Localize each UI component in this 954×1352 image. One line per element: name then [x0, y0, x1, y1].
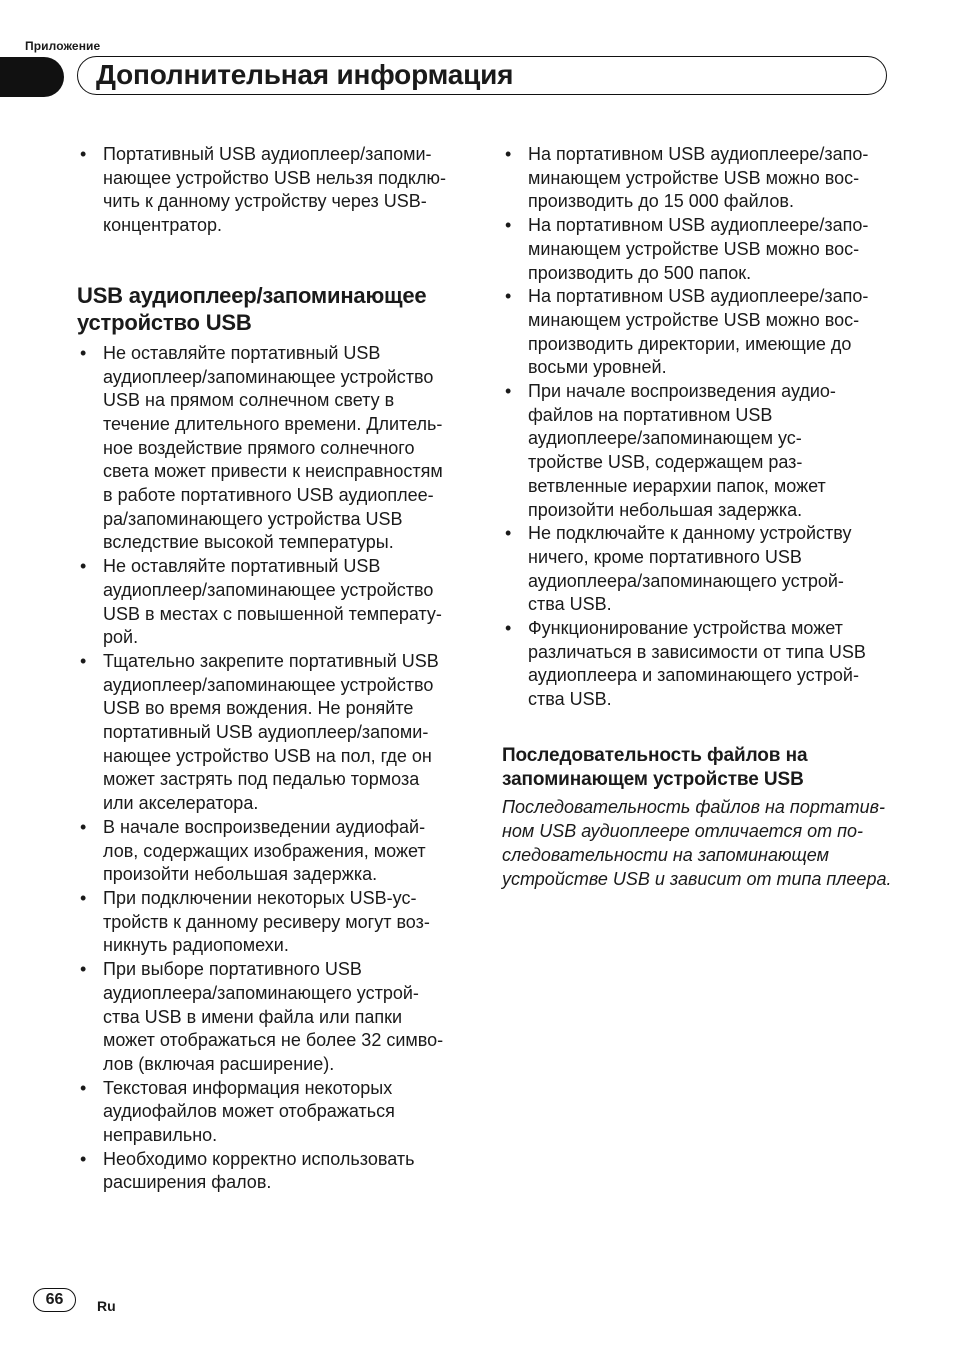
list-item: • При начале воспроизведения аудио- файлов на портативном USB аудиоплеере/запоминающем ус- тройстве USB, содержащем раз- ветвленные иерархии папок, может произойти небольшая задержка. — [505, 381, 836, 520]
list-item: • Не оставляйте портативный USB аудиоплеер/запоминающее устройство USB на прямом солнечном свету в течение длительного времени. Длитель- ное воздействие прямого солнечного света может привести к неисправностям в работе портативного USB аудиоплее- ра/запоминающего устройства USB вследствие высокой температуры. — [80, 342, 443, 553]
left-column — [77, 143, 469, 1195]
list-item: • В начале воспроизведении аудиофай- лов, содержащих изображения, может произойти небольшая задержка. — [80, 816, 426, 885]
usb-device-list — [77, 342, 469, 1195]
list-item: • Тщательно закрепите портативный USB аудиоплеер/запоминающее устройство USB во время вождения. Не роняйте портативный USB аудиоплеер/запоми- нающее устройство USB на пол, где он может застрять под педалью тормоза или акселератора. — [80, 650, 439, 814]
intro-list — [77, 143, 469, 238]
list-item: • При выборе портативного USB аудиоплеера/запоминающего устрой- ства USB в имени файла или папки может отображаться не более 32 симво- лов (включая расширение). — [80, 959, 444, 1074]
right-column — [502, 143, 894, 891]
page-title: Дополнительная информация — [96, 59, 514, 90]
list-item: • Не подключайте к данному устройству ничего, кроме портативного USB аудиоплеера/запоминающего устрой- ства USB. — [505, 523, 852, 615]
list-item: • Не оставляйте портативный USB аудиоплеер/запоминающее устройство USB в местах с повышенной температу- рой. — [80, 556, 442, 648]
page-number: 66 — [33, 1288, 76, 1312]
language-code: Ru — [97, 1298, 116, 1314]
list-item: • Необходимо корректно использовать расширения фалов. — [80, 1148, 415, 1193]
list-item: • Функционирование устройства может различаться в зависимости от типа USB аудиоплеера и запоминающего устрой- ства USB. — [505, 618, 866, 710]
file-order-heading: Последовательность файлов на запоминающем устройстве USB — [502, 744, 808, 790]
list-item: • На портативном USB аудиоплеере/запо- минающем устройстве USB можно вос- производить до 500 папок. — [505, 215, 869, 283]
usb-device-heading: USB аудиоплеер/запоминающее устройство USB — [77, 282, 427, 335]
list-item: • При подключении некоторых USB-ус- тройств к данному ресиверу могут воз- никнуть радиопомехи. — [80, 887, 430, 956]
file-order-paragraph: Последовательность файлов на портатив- ном USB аудиоплеере отличается от по- следовательности на запоминающем устройстве USB и зависит от типа плеера. — [502, 796, 892, 889]
list-item: • На портативном USB аудиоплеере/запо- минающем устройстве USB можно вос- производить директории, имеющие до восьми уровней. — [505, 286, 869, 378]
section-tab-marker — [0, 57, 64, 97]
list-item: • Портативный USB аудиоплеер/запоми- нающее устройство USB нельзя подклю- чить к данному устройству через USB- концентратор. — [80, 144, 447, 236]
list-item: • На портативном USB аудиоплеере/запо- минающем устройстве USB можно вос- производить до 15 000 файлов. — [505, 144, 869, 212]
list-item: • Текстовая информация некоторых аудиофайлов может отображаться неправильно. — [80, 1077, 395, 1146]
section-label: Приложение — [25, 39, 101, 53]
playback-limits-list — [502, 143, 894, 712]
